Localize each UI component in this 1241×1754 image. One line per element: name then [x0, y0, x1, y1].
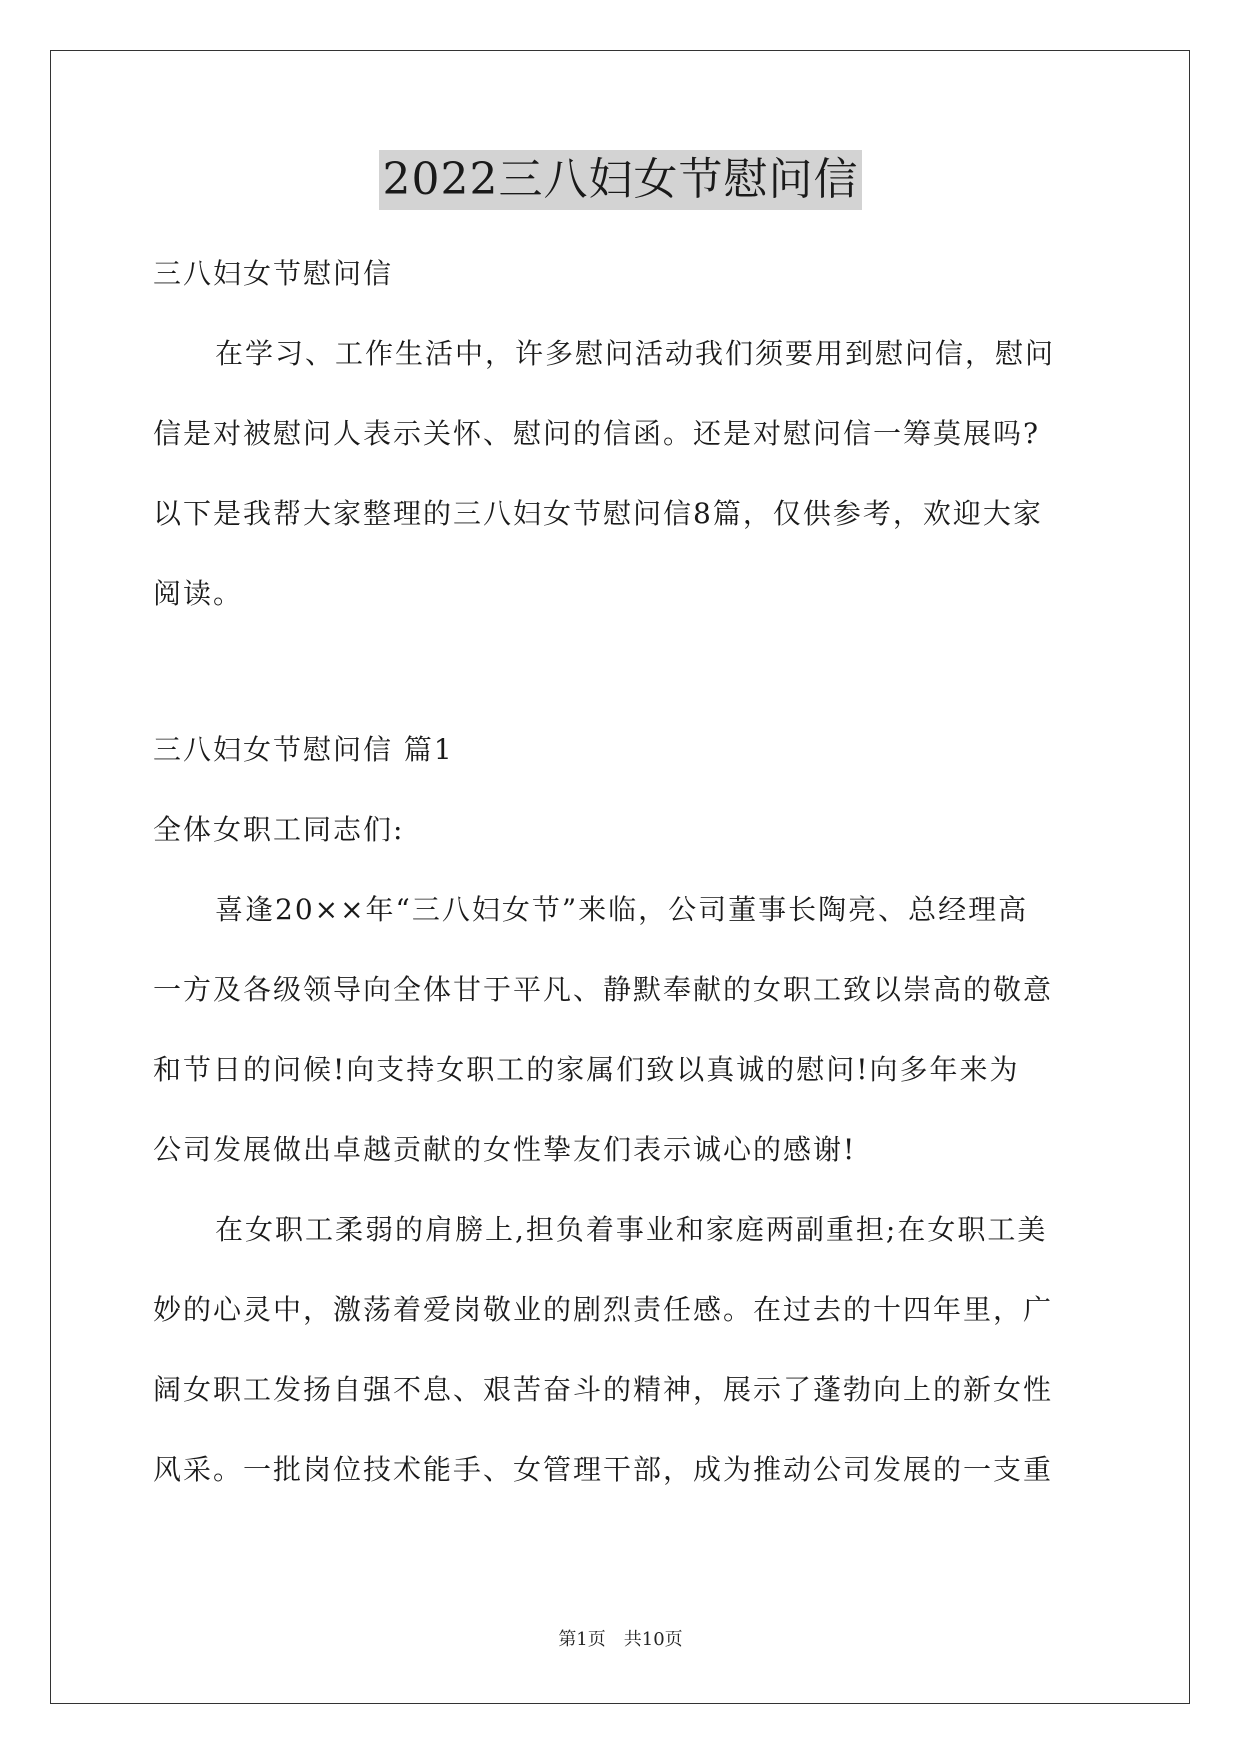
- intro-heading: 三八妇女节慰问信: [153, 257, 394, 290]
- paragraph-line: 在女职工柔弱的肩膀上,担负着事业和家庭两副重担;在女职工美: [215, 1213, 1048, 1246]
- document-title: 2022三八妇女节慰问信: [379, 150, 863, 210]
- intro-line: 阅读。: [153, 577, 244, 610]
- paragraph-line: 公司发展做出卓越贡献的女性挚友们表示诚心的感谢!: [153, 1133, 857, 1166]
- paragraph-line: 喜逢20××年“三八妇女节”来临，公司董事长陶亮、总经理高: [215, 893, 1029, 926]
- intro-line: 在学习、工作生活中，许多慰问活动我们须要用到慰问信，慰问: [215, 337, 1056, 370]
- page-footer: [0, 1625, 1241, 1651]
- intro-line: 以下是我帮大家整理的三八妇女节慰问信8篇，仅供参考，欢迎大家: [153, 497, 1043, 530]
- section-heading: 三八妇女节慰问信 篇1: [153, 733, 454, 766]
- paragraph-line: 风采。一批岗位技术能手、女管理干部，成为推动公司发展的一支重: [153, 1453, 1054, 1486]
- paragraph-line: 一方及各级领导向全体甘于平凡、静默奉献的女职工致以崇高的敬意: [153, 973, 1054, 1006]
- salutation: 全体女职工同志们:: [153, 813, 405, 846]
- page-number: 第1页 共10页: [558, 1629, 683, 1650]
- paragraph-line: 和节日的问候!向支持女职工的家属们致以真诚的慰问!向多年来为: [153, 1053, 1020, 1086]
- paragraph-line: 妙的心灵中，激荡着爱岗敬业的剧烈责任感。在过去的十四年里，广: [153, 1293, 1054, 1326]
- intro-line: 信是对被慰问人表示关怀、慰问的信函。还是对慰问信一筹莫展吗?: [153, 417, 1041, 450]
- paragraph-line: 阔女职工发扬自强不息、艰苦奋斗的精神，展示了蓬勃向上的新女性: [153, 1373, 1054, 1406]
- document-body: [153, 234, 1093, 1510]
- document-title-wrap: [0, 150, 1241, 219]
